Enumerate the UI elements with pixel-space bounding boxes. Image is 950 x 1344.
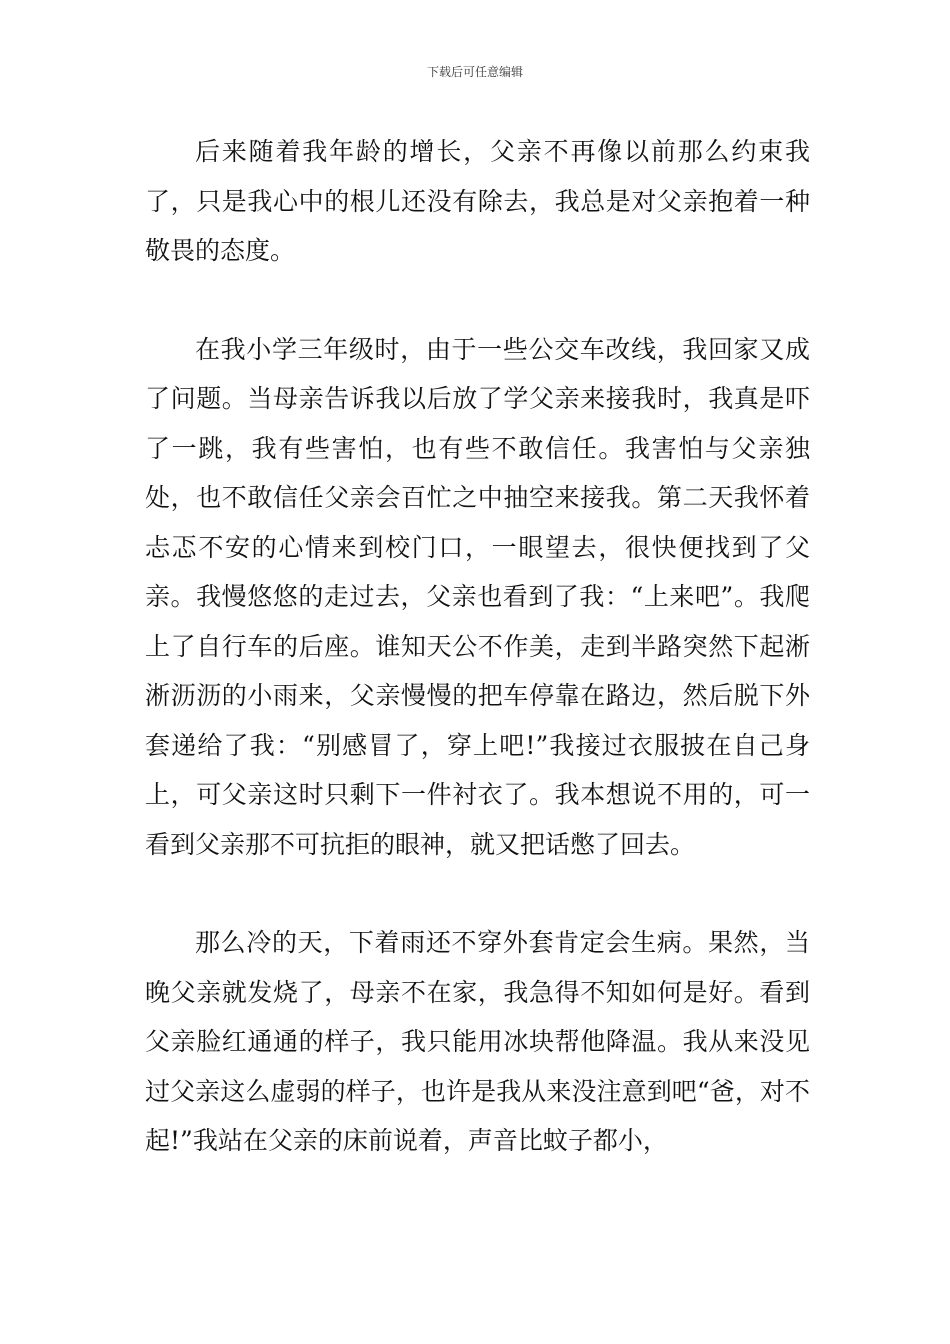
paragraph-2: 在我小学三年级时，由于一些公交车改线，我回家又成了问题。当母亲告诉我以后放了学父亲来接我时，我真是吓了一跳，我有些害怕，也有些不敢信任。我害怕与父亲独处，也不敢信任父亲会百忙之中抽空来接我。第二天我怀着忐忑不安的心情来到校门口，一眼望去，很快便找到了父亲。我慢悠悠的走过去，父亲也看到了我：“上来吧”。我爬上了自行车的后座。谁知天公不作美，走到半路突然下起淅淅沥沥的小雨来，父亲慢慢的把车停靠在路边，然后脱下外套递给了我：“别感冒了，穿上吧!”我接过衣服披在自己身上，可父亲这时只剩下一件衬衣了。我本想说不用的，可一看到父亲那不可抗拒的眼神，就又把话憋了回去。 [145, 334, 810, 859]
paragraph-3: 那么冷的天，下着雨还不穿外套肯定会生病。果然，当晚父亲就发烧了，母亲不在家，我急得不知如何是好。看到父亲脸红通通的样子，我只能用冰块帮他降温。我从来没见过父亲这么虚弱的样子，也许是我从来没注意到吧“爸，对不起!”我站在父亲的床前说着，声音比蚊子都小， [145, 928, 810, 1155]
paragraph-1: 后来随着我年龄的增长，父亲不再像以前那么约束我了，只是我心中的根儿还没有除去，我总是对父亲抱着一种敬畏的态度。 [145, 137, 810, 265]
page-header: 下载后可任意编辑 [426, 65, 523, 79]
document-body [145, 127, 810, 1166]
